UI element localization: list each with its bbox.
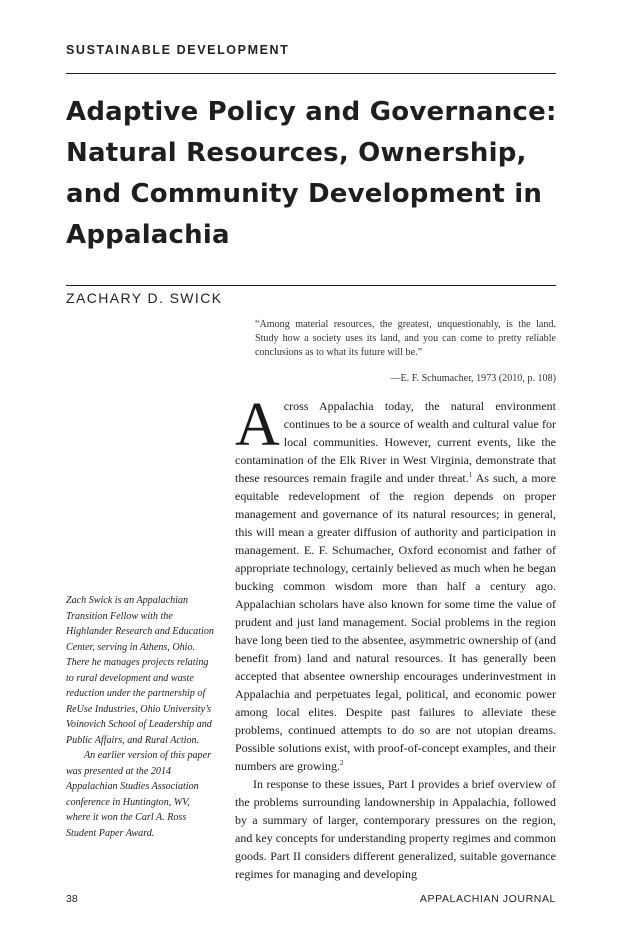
section-label: SUSTAINABLE DEVELOPMENT	[66, 43, 290, 57]
body-paragraph-1	[235, 391, 556, 775]
journal-name: APPALACHIAN JOURNAL	[419, 893, 556, 905]
author-name: ZACHARY D. SWICK	[66, 290, 223, 306]
body-paragraph-1-continued: As such, a more equitable redevelopment of the region depends on proper management and governance of its natural resources; in general, this will mean a greater diffusion of authority and participation in management. E. F. Schumacher, Oxford economist and father of appropriate technology, certainly believed as much when he began bucking common wisdom more than half a century ago. Appalachian scholars have also known for some time the value of prudent and just land management. Social problems in the region have long been tied to the absentee, asymmetric ownership of (and benefit from) land and natural resources. It has generally been accepted that absentee ownership encourages underinvestment in Appalachia and perpetuates legal, political, and economic power among local elites. Despite past failures to alleviate these problems, continued attempts to do so are not utopian dreams. Possible solutions exist, with proof-of-concept examples, and their numbers are growing.	[235, 471, 556, 773]
bio-paragraph-2: An earlier version of this paper was presented at the 2014 Appalachian Studies Association conference in Huntington, WV, where it won the Carl A. Ross Student Paper Award.	[66, 750, 211, 839]
author-rule	[66, 285, 556, 286]
drop-cap: A	[235, 391, 280, 459]
footnote-ref-2: 2	[339, 759, 344, 767]
epigraph-quote: “Among material resources, the greatest, unquestionably, is the land. Study how a society uses its land, and you can come to pretty reliable conclusions as to what its future will be.”	[255, 319, 556, 358]
page-number: 38	[66, 893, 78, 905]
epigraph-attribution: —E. F. Schumacher, 1973 (2010, p. 108)	[390, 373, 556, 384]
body-paragraph-1-text: cross Appalachia today, the natural environment continues to be a source of wealth and cultural value for local communities. However, current events, like the contamination of the Elk River in West Virginia, demonstrate that these resources remain fragile and under threat.	[235, 399, 556, 485]
header-rule	[66, 73, 556, 74]
author-bio	[66, 593, 216, 841]
body-paragraph-2: In response to these issues, Part I provides a brief overview of the problems surrounding landownership in Appalachia, followed by a summary of larger, contemporary pressures on the region, and key concepts for understanding property regimes and common goods. Part II considers different generalized, suitable governance regimes for managing and developing	[235, 777, 556, 881]
article-body	[235, 391, 556, 883]
article-title: Adaptive Policy and Governance: Natural Resources, Ownership, and Community Development in Appalachia	[66, 97, 557, 250]
footnote-ref-1: 1	[468, 471, 473, 479]
bio-paragraph-1: Zach Swick is an Appalachian Transition Fellow with the Highlander Research and Education Center, serving in Athens, Ohio. There he manages projects relating to rural development and waste reduction under the partnership of ReUse Industries, Ohio University’s Voinovich School of Leadership and Public Affairs, and Rural Action.	[66, 595, 214, 746]
